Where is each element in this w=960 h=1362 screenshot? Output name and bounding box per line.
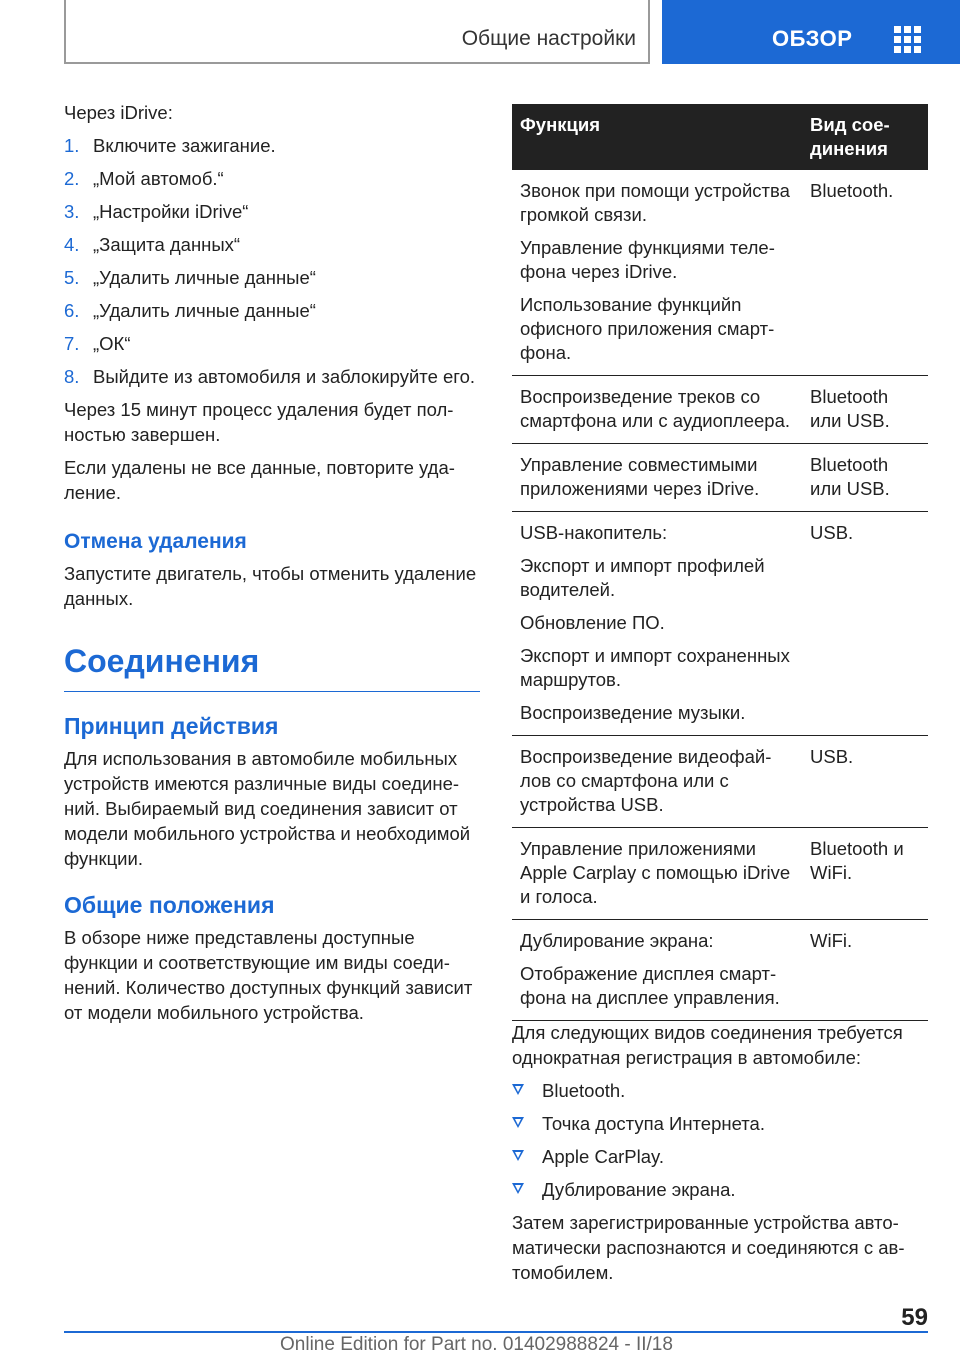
connection-cell: USB.: [802, 512, 928, 736]
list-item: [512, 1111, 928, 1136]
table-row: [512, 170, 928, 376]
step-number: 5.: [64, 267, 80, 288]
step-number: 4.: [64, 234, 80, 255]
completion-text: Через 15 минут процесс удаления будет полностью завершен.: [64, 399, 454, 445]
function-cell: [512, 444, 802, 512]
list-item-text: Bluetooth.: [542, 1080, 626, 1101]
table-row: [512, 828, 928, 920]
list-item-text: Дублирование экрана.: [542, 1179, 736, 1200]
step-item: [64, 331, 480, 356]
connection-cell: USB.: [802, 736, 928, 828]
connections-heading: Соединения: [64, 641, 480, 692]
step-item: [64, 199, 480, 224]
header-section: [64, 0, 650, 64]
connection-cell: Bluetooth или USB.: [802, 376, 928, 444]
step-number: 7.: [64, 333, 80, 354]
step-text: „ОК“: [93, 333, 131, 354]
list-item-text: Точка доступа Интернета.: [542, 1113, 765, 1134]
footer-edition[interactable]: Online Edition for Part no. 01402988824 - II/18: [280, 1334, 673, 1355]
connection-cell: Bluetooth.: [802, 170, 928, 376]
col-connection-header: Вид соединения: [802, 104, 928, 170]
connection-cell: WiFi.: [802, 920, 928, 1021]
step-text: „Настройки iDrive“: [93, 201, 249, 222]
function-text: Управление приложениями Apple Carplay с помощью iDrive и голоса.: [520, 838, 791, 907]
function-text: Использование функцийn офисного приложения смартфона.: [520, 294, 775, 363]
triangle-bullet-icon: [512, 1150, 524, 1161]
step-text: „Мой автомоб.“: [93, 168, 224, 189]
overview-tab[interactable]: [662, 0, 960, 64]
right-column: [512, 1020, 928, 1293]
function-text: Дублирование экрана:: [520, 930, 714, 951]
function-cell: [512, 828, 802, 920]
triangle-bullet-icon: [512, 1117, 524, 1128]
list-item-text: Apple CarPlay.: [542, 1146, 665, 1167]
function-text: Звонок при помощи устройства громкой связи.: [520, 180, 790, 225]
table-row: [512, 512, 928, 736]
page-number: 59: [901, 1304, 928, 1331]
general-text: В обзоре ниже представлены доступные функции и соответствующие им виды соединений. Количество доступных функций зависит от модели мобильного устройства.: [64, 927, 473, 1023]
footer-divider: [64, 1331, 928, 1333]
table-row: [512, 376, 928, 444]
closing-text: Затем зарегистрированные устройства автоматически распознаются и соединяются с автомобилем.: [512, 1212, 905, 1283]
cancel-text: Запустите двигатель, чтобы отменить удаление данных.: [64, 563, 477, 609]
principle-text: Для использования в автомобиле мобильных устройств имеются различные виды соединений. Выбираемый вид соединения зависит от модели мобильного устройства и необходимой функции.: [64, 748, 471, 869]
step-number: 6.: [64, 300, 80, 321]
step-text: Включите зажигание.: [93, 135, 276, 156]
grid-icon[interactable]: [894, 26, 922, 54]
function-text: Экспорт и импорт сохраненных маршрутов.: [520, 645, 790, 690]
triangle-bullet-icon: [512, 1084, 524, 1095]
function-cell: [512, 920, 802, 1021]
function-text: Управление функциями телефона через iDrive.: [520, 237, 775, 282]
step-number: 2.: [64, 168, 80, 189]
step-item: [64, 265, 480, 290]
function-text: Экспорт и импорт профилей водителей.: [520, 555, 765, 600]
list-item: [512, 1078, 928, 1103]
step-number: 8.: [64, 366, 80, 387]
step-text: „Удалить личные данные“: [93, 267, 316, 288]
intro-text: Через iDrive:: [64, 102, 173, 123]
connections-table: [512, 104, 928, 1021]
triangle-bullet-icon: [512, 1183, 524, 1194]
step-number: 3.: [64, 201, 80, 222]
function-text: Воспроизведение треков со смартфона или с аудиоплеера.: [520, 386, 791, 431]
connection-cell: Bluetooth или USB.: [802, 444, 928, 512]
list-item: [512, 1144, 928, 1169]
connection-cell: Bluetooth и WiFi.: [802, 828, 928, 920]
col-function-header: Функция: [512, 104, 802, 170]
table-row: [512, 444, 928, 512]
function-cell: [512, 170, 802, 376]
list-item: [512, 1177, 928, 1202]
table-header-row: [512, 104, 928, 170]
function-text: Отображение дисплея смартфона на дисплее управления.: [520, 963, 780, 1008]
cancel-heading: Отмена удаления: [64, 530, 247, 553]
principle-heading: Принцип действия: [64, 713, 279, 739]
registration-text: Для следующих видов соединения требуется однократная регистрация в автомобиле:: [512, 1022, 903, 1068]
step-text: „Удалить личные данные“: [93, 300, 316, 321]
function-text: Воспроизведение видеофайлов со смартфона или с устройства USB.: [520, 746, 772, 815]
step-text: Выйдите из автомобиля и заблокируйте его.: [93, 366, 476, 387]
function-cell: [512, 376, 802, 444]
step-text: „Защита данных“: [93, 234, 241, 255]
step-item: [64, 364, 480, 389]
section-title: Общие настройки: [461, 27, 636, 50]
step-item: [64, 298, 480, 323]
function-text: Управление совместимыми приложениями через iDrive.: [520, 454, 760, 499]
function-text: Воспроизведение музыки.: [520, 702, 746, 723]
step-item: [64, 232, 480, 257]
left-column: [64, 100, 480, 1033]
steps-list: [64, 133, 480, 389]
step-item: [64, 166, 480, 191]
table-row: [512, 736, 928, 828]
general-heading: Общие положения: [64, 892, 275, 918]
overview-tab-label: ОБЗОР: [772, 26, 853, 51]
table-row: [512, 920, 928, 1021]
registration-list: [512, 1078, 928, 1202]
function-cell: [512, 512, 802, 736]
step-item: [64, 133, 480, 158]
function-cell: [512, 736, 802, 828]
step-number: 1.: [64, 135, 80, 156]
function-text: Обновление ПО.: [520, 612, 665, 633]
function-text: USB-накопитель:: [520, 522, 668, 543]
repeat-text: Если удалены не все данные, повторите удаление.: [64, 457, 455, 503]
